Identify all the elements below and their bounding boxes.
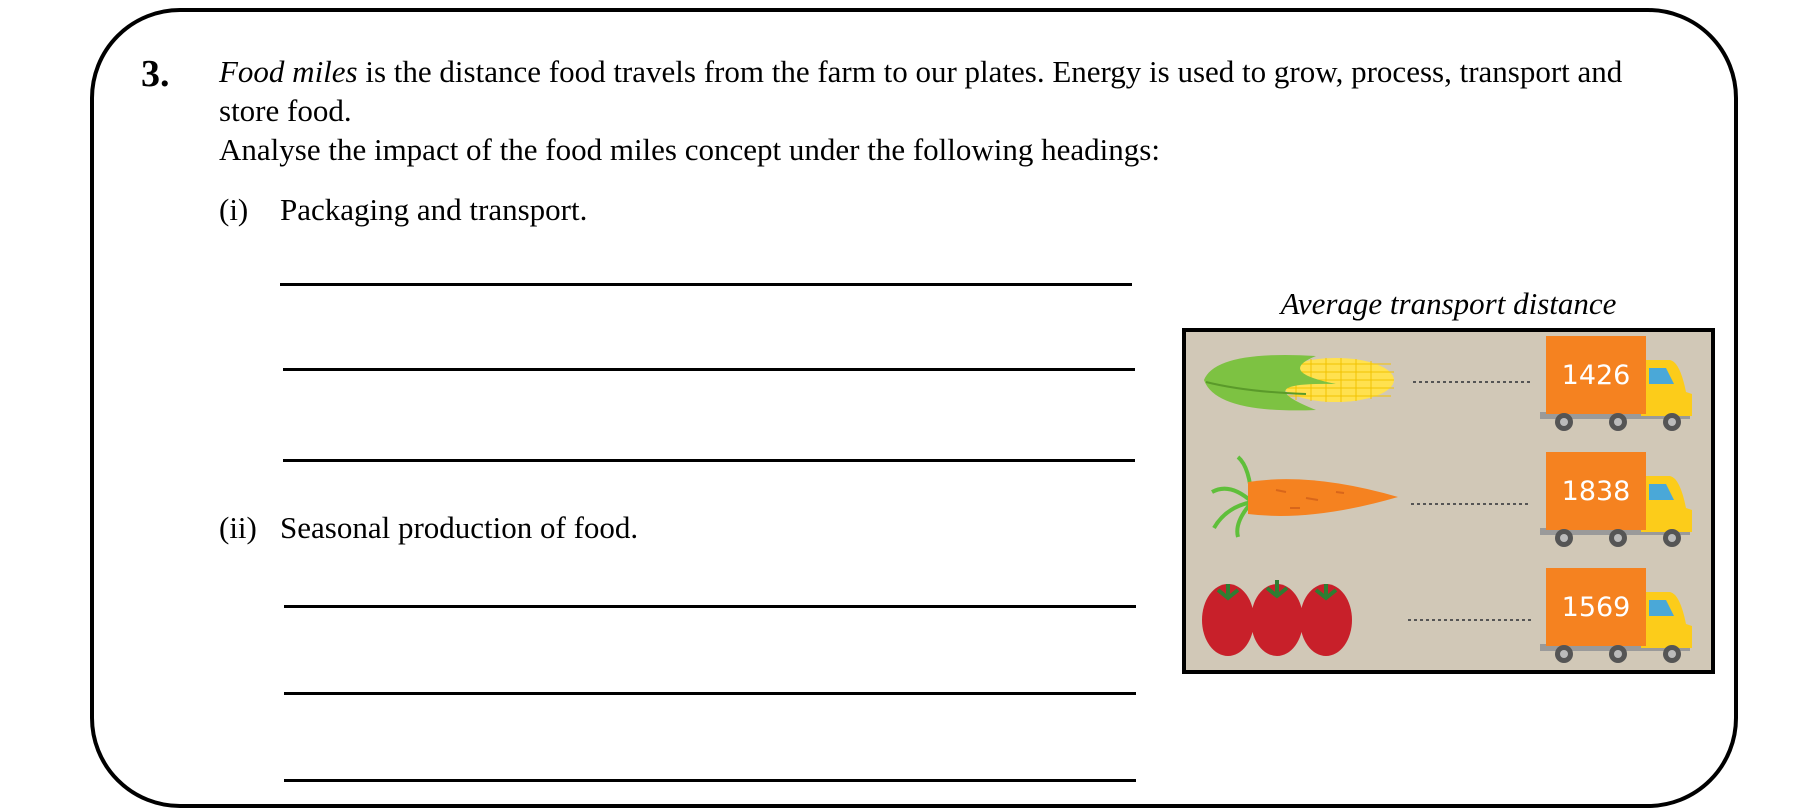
answer-line-ii-2[interactable] xyxy=(284,692,1136,695)
question-number: 3. xyxy=(141,53,170,95)
tomatoes-icon xyxy=(1202,580,1352,656)
transport-distance-figure xyxy=(1182,328,1715,674)
distance-label-corn: 1426 xyxy=(1561,360,1631,391)
question-intro xyxy=(219,52,1639,130)
question-instruction: Analyse the impact of the food miles concept under the following headings: xyxy=(219,132,1160,167)
part-i-text: Packaging and transport. xyxy=(280,192,588,227)
part-ii-text: Seasonal production of food. xyxy=(280,510,639,545)
answer-line-ii-1[interactable] xyxy=(284,605,1136,608)
answer-line-ii-3[interactable] xyxy=(284,779,1136,782)
figure-title: Average transport distance xyxy=(1280,286,1617,321)
answer-line-i-1[interactable] xyxy=(280,283,1132,286)
distance-label-carrot: 1838 xyxy=(1561,476,1631,507)
part-ii xyxy=(219,508,638,547)
part-ii-numeral: (ii) xyxy=(219,510,257,545)
carrot-icon xyxy=(1212,457,1398,537)
part-i-numeral: (i) xyxy=(219,192,249,227)
distance-label-tomatoes: 1569 xyxy=(1561,592,1631,623)
answer-line-i-2[interactable] xyxy=(283,368,1135,371)
answer-line-i-3[interactable] xyxy=(283,459,1135,462)
figure-drawing xyxy=(1186,332,1711,670)
question-stem xyxy=(219,52,1639,169)
corn-icon xyxy=(1204,355,1394,410)
food-miles-term: Food miles xyxy=(219,54,358,89)
question-intro-text: is the distance food travels from the farm to our plates. Energy is used to grow, process, transport and store food. xyxy=(219,54,1623,128)
part-i xyxy=(219,190,587,229)
